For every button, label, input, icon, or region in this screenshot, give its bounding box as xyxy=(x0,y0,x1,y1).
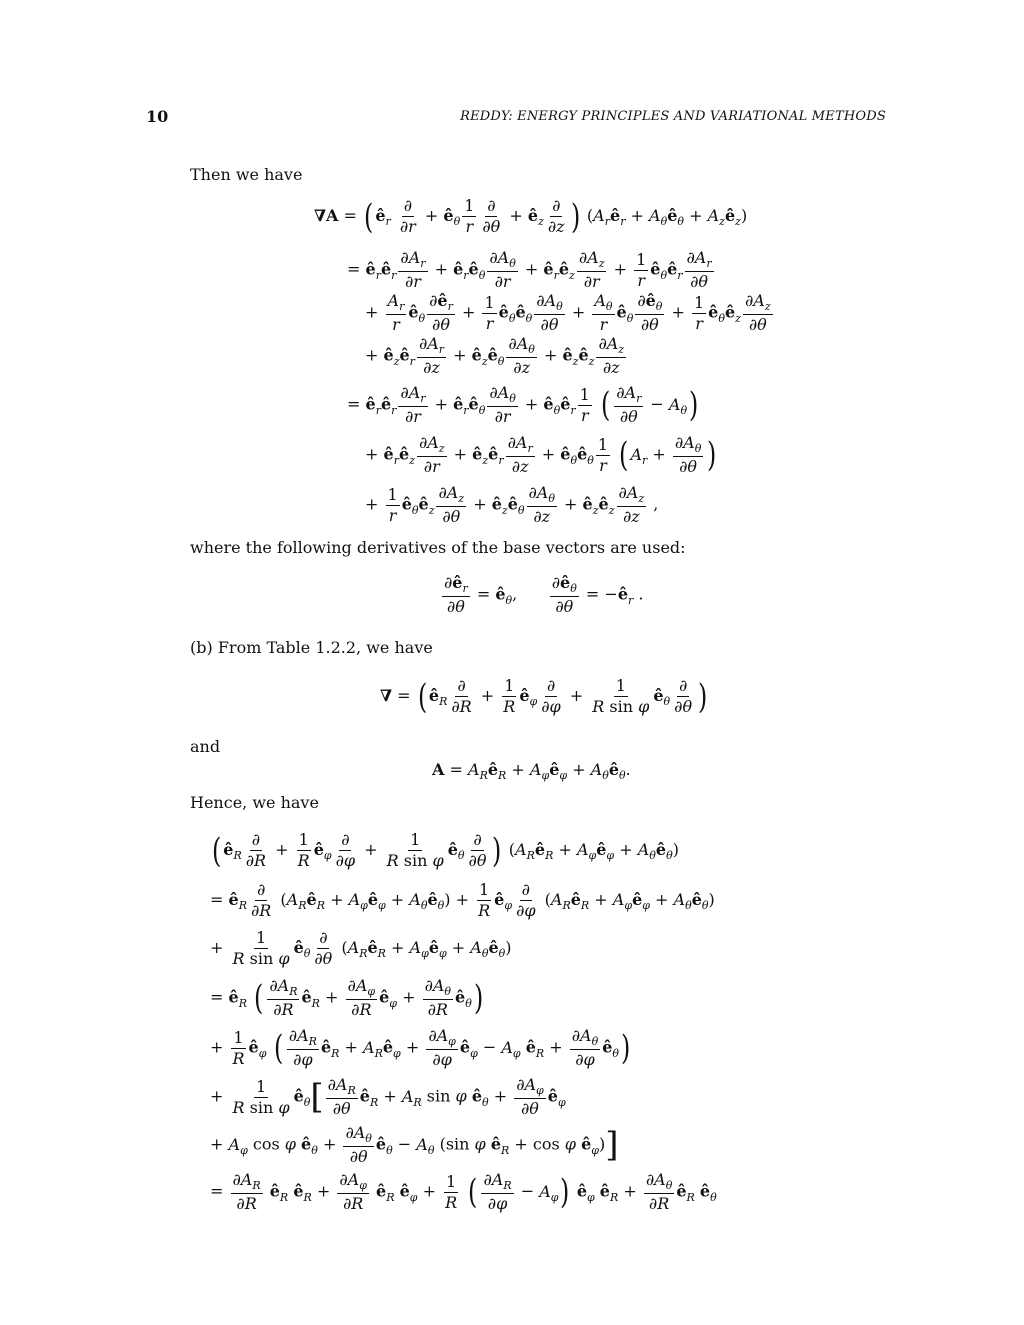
running-head: REDDY: ENERGY PRINCIPLES AND VARIATIONAL METHODS xyxy=(460,109,886,124)
paragraph-then-we-have: Then we have xyxy=(190,165,303,184)
equation-a-spherical: $A = A_Rê_R$ + $A_\varphi ê_\varphi$ + $A_\theta ê_\theta$. xyxy=(432,760,631,783)
paragraph-hence: Hence, we have xyxy=(190,793,319,812)
equation-del-spherical: ∇ = ( $ê_R$ $\frac{\partial}{\partial R}$ + $\frac{1}{R}$ $ê_\varphi$ $\frac{\partial}{\partial\varphi}$ + $\frac{1}{\text{R sin φ}}$ $ê_\theta$ $\frac{\partial}{\partial\theta}$ ) xyxy=(380,676,708,717)
paragraph-where-derivatives: where the following derivatives of the base vectors are used: xyxy=(190,538,686,557)
equation-base-vector-derivatives: $\frac{\partial ê_r}{\partial\theta}$ = $ê_\theta$, $\frac{\partial ê_\theta}{\partial\theta}$ = $-ê_r$ . xyxy=(444,573,644,617)
paragraph-and: and xyxy=(190,737,221,756)
page-number: 10 xyxy=(146,107,169,126)
paragraph-part-b: (b) From Table 1.2.2, we have xyxy=(190,638,433,657)
